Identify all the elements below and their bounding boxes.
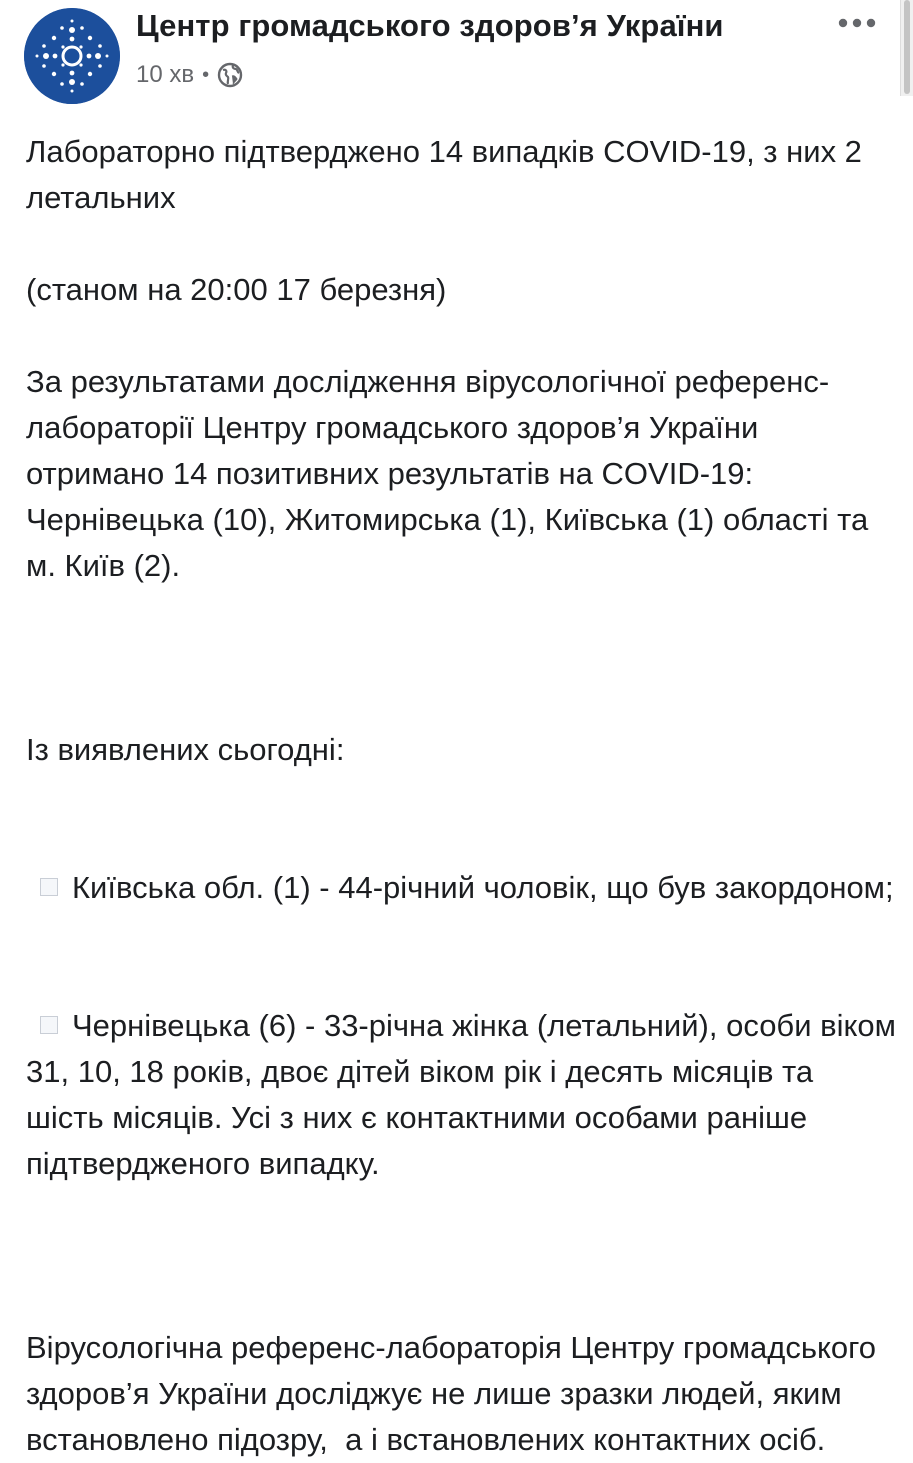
page-name-link[interactable]: Центр громадського здоров’я України (136, 8, 724, 43)
results-paragraph: За результатами дослідження вірусологічної референс-лабораторії Центру громадського здоров’я України отримано 14 позитивних результатів на COVID-19: Чернівецька (10), Житомирська (1), Київська (1) області та м. Київ (2). (26, 364, 877, 583)
globe-icon[interactable] (217, 62, 243, 88)
post-timestamp[interactable]: 10 хв (136, 61, 195, 88)
more-options-button[interactable] (834, 6, 880, 40)
public-health-logo-icon (24, 8, 120, 104)
post-text (26, 129, 905, 1463)
checkbox-bullet-icon (40, 1016, 58, 1034)
page-avatar[interactable] (24, 8, 120, 104)
detected-today-list (26, 635, 905, 1279)
checkbox-bullet-icon (40, 878, 58, 896)
date-paragraph: (станом на 20:00 17 березня) (26, 272, 447, 307)
post-header (0, 0, 913, 110)
more-horizontal-icon (837, 17, 877, 29)
scrollbar-thumb[interactable] (904, 0, 910, 94)
post-meta (136, 58, 243, 92)
list-item: Чернівецька (6) - 33-річна жінка (летальний), особи віком 31, 10, 18 років, двоє дітей віком рік і десять місяців та шість місяців. Усі з них є контактними особами раніше підтвердженого випадку. (26, 1008, 905, 1181)
lab-info-paragraph: Вірусологічна референс-лабораторія Центру громадського здоров’я України досліджує не лише зразки людей, яким встановлено підозру, а і встановлених контактних осіб. (26, 1330, 885, 1457)
list-item: Київська обл. (1) - 44-річний чоловік, що був закордоном; (26, 865, 896, 911)
list-heading: Із виявлених сьогодні: (26, 732, 345, 767)
meta-separator: • (202, 63, 210, 86)
headline-paragraph: Лабораторно підтверджено 14 випадків COVID-19, з них 2 летальних (26, 134, 871, 215)
